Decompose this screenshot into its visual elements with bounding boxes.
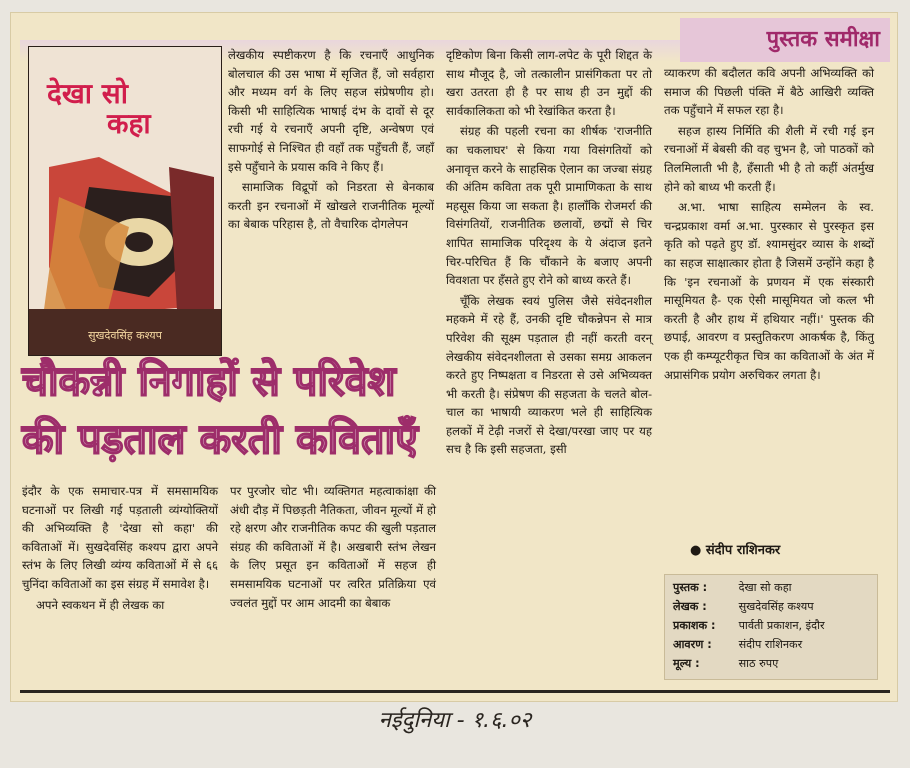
article-headline (22, 352, 418, 468)
reviewer-byline: ● संदीप राशिनकर (690, 543, 781, 558)
section-label: पुस्तक समीक्षा (680, 18, 890, 62)
paragraph: व्याकरण की बदौलत कवि अपनी अभिव्यक्ति को समाज की पिछली पंक्ति में बैठे आखिरी व्यक्ति तक पहुँचाने में सफल रहा है। (664, 66, 874, 118)
book-cover-image (28, 46, 222, 356)
cover-author: सुखदेवसिंह कश्यप (88, 329, 162, 342)
info-key: प्रकाशक : (673, 619, 716, 632)
info-row-price (673, 655, 778, 673)
cover-title (47, 79, 151, 139)
info-value: पार्वती प्रकाशन, इंदौर (738, 619, 825, 632)
paragraph: अपने स्वकथन में ही लेखक का (36, 597, 165, 612)
paragraph: संग्रह की पहली रचना का शीर्षक 'राजनीति का चकलाघर' से किया गया विसंगतियों को अनावृत्त करने के साहसिक ऐलान का जज्बा संग्रह की अंतिम कविता तक पूरी प्रामाणिकता के साथ महसूस किया जा सकता है। हालाँकि रोजमर्रा की विसंगतियों, राजनीतिक छलावों, छद्मों से चिर शापित सामाजिक परिदृश्य के ये अंदाज इतने चिर-परिचित हैं कि चौंकाने के बजाए अपनी विवशता पर हँसते हुए रोने को बाध्य करते हैं। (446, 124, 652, 288)
paragraph: चूँकि लेखक स्वयं पुलिस जैसे संवेदनशील महकमे में रहे हैं, उनकी दृष्टि चौकन्नेपन से मात्र परिवेश की सूक्ष्म पड़ताल ही नहीं करती वरन् लेखकीय संवेदनशीलता से उसका समग्र आकलन करते हुए निष्पक्षता व निडरता से उसे अभिव्यक्त भी करती है। संप्रेषण की सहजता के चलते बोल-चाल का भाषायी व्याकरण भले ही साहित्यिक हलकों में टेढ़ी नजरों से देखा/परखा जाए पर यह सच है कि इसी सहजता, इसी (446, 293, 652, 457)
info-value: देखा सो कहा (738, 581, 792, 594)
article-column-top-1 (228, 46, 434, 236)
paragraph: अ.भा. भाषा साहित्य सम्मेलन के स्व. चन्द्रप्रकाश वर्मा अ.भा. पुरस्कार से पुरस्कृत इस कृति को पढ़ते हुए डॉ. श्यामसुंदर व्यास के शब्दों का सहज साक्षात्कार होता है जिसमें उन्होंने कहा है कि 'इन रचनाओं के प्रणयन में एक संस्कारी मासूमियत है- एक ऐसी मासूमियत जो कत्ल भी करती है और हाथ में हथियार नहीं।' पुस्तक की छपाई, आवरण व प्रस्तुतिकरण आकर्षक है, किंतु एक ही कम्प्यूटरीकृत चित्र का कविताओं के अंत में अप्रासंगिक प्रयोग अरुचिकर लगता है। (664, 200, 874, 382)
info-row-author (673, 598, 814, 616)
paragraph: पर पुरजोर चोट भी। व्यक्तिगत महत्वाकांक्षा की अंधी दौड़ में पिछड़ती नैतिकता, जीवन मूल्यों में हो रहे क्षरण और राजनीतिक कपट की खुली पड़ताल संग्रह की कविताओं में है। अखबारी स्तंभ लेखन के लिए प्रसूत इन कविताओं में सहज ही समसामयिक घटनाओं पर त्वरित प्रतिक्रिया एवं ज्वलंत मुद्दों पर आम आदमी का बेबाक (230, 484, 436, 610)
info-value: सुखदेवसिंह कश्यप (738, 600, 814, 613)
article-column-bottom-1 (22, 482, 218, 616)
info-key: मूल्य : (673, 657, 700, 670)
info-row-publisher (673, 617, 825, 635)
article-column-top-3 (664, 64, 874, 386)
handwritten-source-date: नईदुनिया - १.६.०२ (378, 708, 532, 733)
info-value: संदीप राशिनकर (738, 638, 803, 651)
bottom-divider (20, 690, 890, 693)
info-row-cover (673, 636, 802, 654)
headline-line1: चौकन्नी निगाहों से परिवेश (22, 357, 396, 405)
info-key: लेखक : (673, 600, 707, 613)
info-key: आवरण : (673, 638, 712, 651)
paragraph: दृष्टिकोण बिना किसी लाग-लपेट के पूरी शिद्दत के साथ मौजूद है, जो तत्कालीन प्रासंगिकता पर तो खरा उतरता ही है पर साथ ही उन मुद्दों की सार्वकालिकता को भी रेखांकित करता है। (446, 48, 652, 118)
article-column-bottom-2 (230, 482, 436, 614)
info-key: पुस्तक : (673, 581, 708, 594)
book-info-box (664, 574, 878, 680)
headline-line2: की पड़ताल करती कविताएँ (22, 415, 418, 463)
paragraph: लेखकीय स्पष्टीकरण है कि रचनाएँ आधुनिक बोलचाल की उस भाषा में सृजित हैं, जो सर्वहारा और मध्यम वर्ग के लिए सहज संप्रेषणीय हो। किसी भी साहित्यिक भाषाई दंभ के दावों से दूर रची गई ये रचनाएँ अपनी दृष्टि, अन्वेषण एवं साफगोई से निश्चित ही वहाँ तक पहुँचती हैं, जहाँ इसे पहुँचाने के प्रयास कवि ने किए हैं। (228, 48, 434, 174)
info-row-book (673, 579, 792, 597)
info-value: साठ रुपए (738, 657, 779, 670)
paragraph: सामाजिक विद्रूपों को निडरता से बेनकाब करती इन रचनाओं में खोखले राजनीतिक मूल्यों का बेबाक परिहास है, तो वैचारिक दोगलेपन (228, 180, 434, 232)
cover-title-line1: देखा सो (47, 77, 128, 110)
cover-title-line2: कहा (107, 107, 151, 140)
paragraph: सहज हास्य निर्मिति की शैली में रची गई इन रचनाओं में बेबसी की वह चुभन है, जो पाठकों को तिलमिलाती भी है, हँसाती भी है तो कहीं अंतर्मुख होने को बाध्य भी करती हैं। (664, 123, 874, 194)
paragraph: इंदौर के एक समाचार-पत्र में समसामयिक घटनाओं पर लिखी गई पड़ताली व्यंग्योक्तियों की अभिव्यक्ति है 'देखा सो कहा' की कविताओं में। सुखदेवसिंह कश्यप द्वारा अपने स्तंभ के लिए लिखी व्यंग्य कविताओं में से ६६ चुनिंदा कविताओं का इस संग्रह में समावेश है। (22, 484, 218, 591)
article-column-top-2 (446, 46, 652, 461)
